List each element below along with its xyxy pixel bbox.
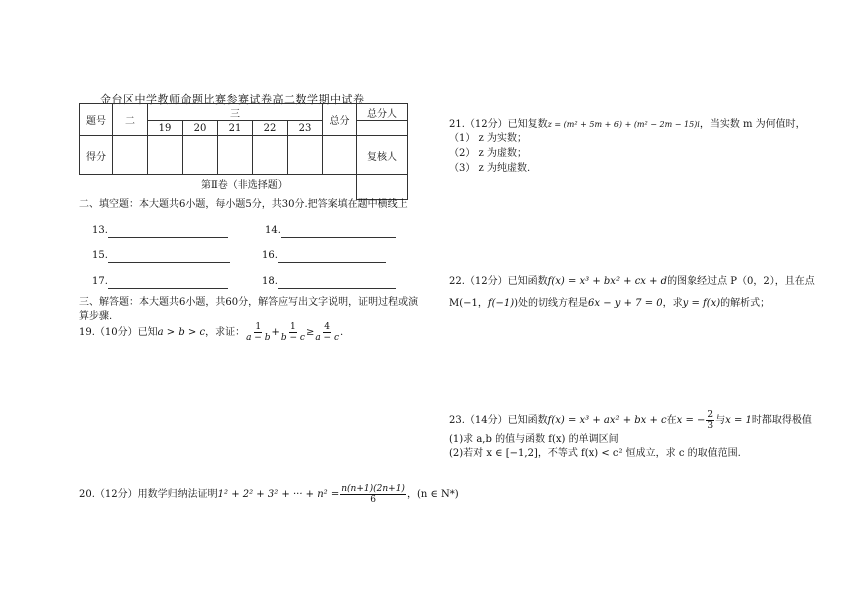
q23-at: 在 bbox=[666, 414, 677, 426]
cell-22: 22 bbox=[253, 121, 288, 136]
q21-item-3: （3） z 为纯虚数. bbox=[449, 163, 531, 174]
blank-17[interactable] bbox=[92, 275, 228, 289]
cell-21: 21 bbox=[218, 121, 253, 136]
score-22[interactable] bbox=[253, 136, 288, 175]
q19-ge: ≥ bbox=[305, 326, 315, 338]
q21-z-expression: z = (m² + 5m + 6) + (m² − 2m − 15)i bbox=[547, 120, 700, 129]
cell-23: 23 bbox=[288, 121, 323, 136]
part2-title: 第Ⅱ卷（非选择题） bbox=[201, 180, 288, 191]
q22-f-m1: f(−1) bbox=[487, 298, 515, 309]
q23-function: f(x) = x³ + ax² + bx + c bbox=[547, 414, 667, 426]
q23-item-2: (2)若对 x ∈ [−1,2]，不等式 f(x) < c² 恒成立，求 c 的取值范围. bbox=[449, 448, 741, 459]
cell-zongfenren-blank[interactable] bbox=[357, 121, 408, 136]
question-23-line-1 bbox=[449, 410, 812, 431]
blank-18[interactable] bbox=[262, 275, 396, 289]
blank-17-label: 17. bbox=[92, 276, 108, 287]
question-19 bbox=[79, 322, 343, 343]
q23-and: 与 bbox=[715, 414, 726, 426]
q19-end: . bbox=[340, 326, 344, 338]
score-19[interactable] bbox=[148, 136, 183, 175]
score-er[interactable] bbox=[113, 136, 148, 175]
blank-16[interactable] bbox=[262, 249, 386, 263]
cell-tihao: 题号 bbox=[80, 104, 113, 136]
cell-zongfenren: 总分人 bbox=[357, 104, 408, 121]
q23-fraction: $\frac{2}{3}$ bbox=[707, 410, 714, 431]
question-22-line-1 bbox=[449, 275, 815, 289]
q22-m: M(−1， bbox=[449, 298, 488, 309]
q22-y: y = f(x) bbox=[682, 298, 721, 309]
cell-san: 三 bbox=[148, 104, 323, 121]
section2-heading: 二、填空题：本大题共6小题，每小题5分，共30分.把答案填在题中横线上 bbox=[79, 199, 408, 210]
q21-item-2: （2） z 为虚数； bbox=[449, 148, 527, 159]
q20-expression: 1² + 2² + 3² + ··· + n² = bbox=[217, 488, 340, 500]
blank-13[interactable] bbox=[92, 224, 228, 238]
cell-fuheren-blank[interactable] bbox=[357, 175, 408, 200]
question-21 bbox=[449, 118, 806, 132]
q20-condition: ，(n ∈ N*) bbox=[406, 488, 459, 500]
q22-tangent: 6x − y + 7 = 0 bbox=[588, 298, 663, 309]
q21-label: 21.（12分）已知复数 bbox=[449, 119, 548, 130]
exam-title: 金台区中学教师命题比赛参赛试卷高二数学期中试卷 bbox=[100, 93, 365, 106]
q19-prove: ，求证： bbox=[205, 326, 246, 338]
q23-x2: x = 1 bbox=[725, 414, 752, 426]
q22-point: 的图象经过点 P（0，2），且在点 bbox=[667, 276, 815, 287]
question-22-line-2 bbox=[449, 297, 770, 311]
q21-item-1: （1） z 为实数； bbox=[449, 133, 527, 144]
blank-15[interactable] bbox=[92, 249, 230, 263]
q19-fraction-2: $\frac{1}{b - c}$ bbox=[280, 322, 305, 343]
q23-label: 23.（14分）已知函数 bbox=[449, 414, 548, 426]
score-21[interactable] bbox=[218, 136, 253, 175]
q22-end: 的解析式； bbox=[720, 298, 771, 309]
q23-item-1: (1)求 a,b 的值与函数 f(x) 的单调区间 bbox=[449, 434, 619, 445]
score-total[interactable] bbox=[323, 136, 357, 175]
q20-fraction: $\frac{n(n+1)(2n+1)}{6}$ bbox=[341, 484, 405, 505]
q19-fraction-1: $\frac{1}{a - b}$ bbox=[246, 322, 271, 343]
cell-19: 19 bbox=[148, 121, 183, 136]
q23-extrema: 时都取得极值 bbox=[751, 414, 812, 426]
q19-plus: + bbox=[271, 326, 280, 338]
q19-fraction-3: $\frac{4}{a - c}$ bbox=[315, 322, 339, 343]
cell-er: 二 bbox=[113, 104, 148, 136]
cell-fuheren: 复核人 bbox=[357, 136, 408, 175]
blank-14[interactable] bbox=[265, 224, 396, 238]
blank-13-label: 13. bbox=[92, 225, 108, 236]
q21-ask: ，当实数 m 为何值时， bbox=[699, 119, 806, 130]
q22-label: 22.（12分）已知函数 bbox=[449, 276, 548, 287]
section3-heading: 三、解答题：本大题共6小题，共60分，解答应写出文字说明，证明过程或演算步骤. bbox=[79, 297, 419, 322]
q22-tangent-text: )处的切线方程是 bbox=[514, 298, 589, 309]
blank-15-label: 15. bbox=[92, 250, 108, 261]
question-20 bbox=[79, 484, 459, 505]
q23-x1: x = − bbox=[676, 414, 706, 426]
score-23[interactable] bbox=[288, 136, 323, 175]
cell-zongfen: 总分 bbox=[323, 104, 357, 136]
q22-ask: ，求 bbox=[662, 298, 683, 309]
q22-function: f(x) = x³ + bx² + cx + d bbox=[547, 276, 668, 287]
score-20[interactable] bbox=[183, 136, 218, 175]
cell-defen: 得分 bbox=[80, 136, 113, 175]
blank-18-label: 18. bbox=[262, 276, 278, 287]
q20-label: 20.（12分）用数学归纳法证明 bbox=[79, 488, 218, 500]
blank-16-label: 16. bbox=[262, 250, 278, 261]
blank-14-label: 14. bbox=[265, 225, 281, 236]
cell-20: 20 bbox=[183, 121, 218, 136]
q19-label: 19.（10分）已知 bbox=[79, 326, 158, 338]
q19-condition: a > b > c bbox=[157, 326, 206, 338]
